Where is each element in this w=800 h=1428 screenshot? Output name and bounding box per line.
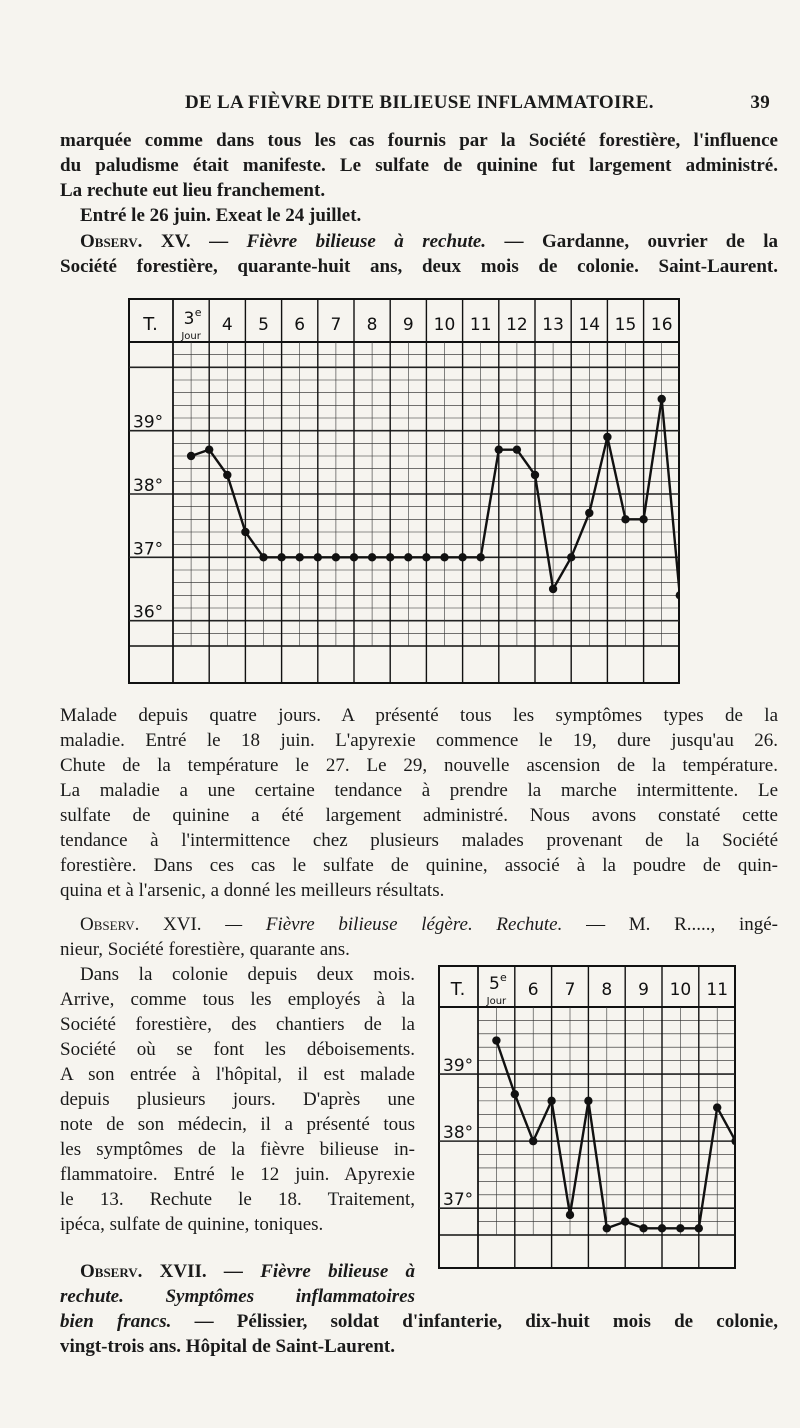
temperature-point [566, 1211, 574, 1219]
temperature-point [621, 1217, 629, 1225]
text-line: forestière. Dans ces cas le sulfate de quinine, associé à la poudre de quin- [60, 855, 778, 876]
observation-title: bien francs. [60, 1311, 172, 1332]
day-label: 5 [258, 315, 269, 335]
temperature-point [658, 1224, 666, 1232]
day-label: 16 [650, 315, 673, 335]
jour-label: Jour [181, 331, 201, 342]
temperature-point [585, 509, 593, 517]
text-line: ipéca, sulfate de quinine, toniques. [60, 1214, 324, 1235]
day-label: 9 [402, 315, 414, 335]
day-label: 11 [469, 315, 492, 335]
text-line: flammatoire. Entré le 12 juin. Apyrexie [60, 1164, 415, 1185]
day-label: 4 [221, 315, 233, 335]
temperature-point [205, 445, 213, 453]
observation-title-line [60, 1284, 415, 1309]
temperature-chart-2 [438, 965, 736, 1269]
page-number: 39 [750, 92, 770, 113]
observation-text: — M. R....., ingé- [586, 914, 779, 935]
temperature-point [621, 515, 629, 523]
day-label: 6 [294, 315, 306, 335]
temperature-point [350, 553, 358, 561]
temperature-label: 39° [133, 412, 164, 433]
temperature-point [731, 1137, 736, 1145]
text-line: vingt-trois ans. Hôpital de Saint-Laurent. [60, 1336, 396, 1357]
text-line: nieur, Société forestière, quarante ans. [60, 939, 350, 960]
running-title: DE LA FIÈVRE DITE BILIEUSE INFLAMMATOIRE. [185, 92, 654, 113]
temperature-label: 37° [443, 1190, 474, 1211]
temperature-point [639, 1224, 647, 1232]
temperature-point [458, 553, 466, 561]
observation-heading [60, 1259, 415, 1284]
text-line: marquée comme dans tous les cas fournis par la Société forestière, l'influence [60, 130, 778, 151]
temperature-point [639, 515, 647, 523]
day-label: 11 [706, 980, 729, 1000]
observation-heading-line [60, 1309, 778, 1334]
observation-label: Observ. XVII. [80, 1261, 207, 1282]
temperature-point [603, 433, 611, 441]
first-day-superscript: e [500, 971, 507, 984]
first-day-label: 3 [183, 309, 195, 329]
observation-title: Fièvre bilieuse à rechute. [246, 231, 487, 252]
dash: — [209, 231, 229, 252]
temperature-chart-1 [128, 298, 680, 684]
temperature-curve [496, 1041, 735, 1229]
text-line: les symptômes de la fièvre bilieuse in- [60, 1139, 415, 1160]
temperature-point [259, 553, 267, 561]
corner-label: T. [450, 979, 466, 1000]
day-label: 12 [506, 315, 528, 335]
temperature-label: 39° [443, 1056, 474, 1077]
day-label: 7 [330, 315, 342, 335]
observation-text: — Gardanne, ouvrier de la [504, 231, 778, 252]
text-line: du paludisme était manifeste. Le sulfate de quinine fut largement administré. [60, 155, 778, 176]
temperature-point [440, 553, 448, 561]
running-head [60, 88, 770, 118]
chart-frame [129, 299, 679, 683]
temperature-point [422, 553, 430, 561]
text-line: Entré le 26 juin. Exeat le 24 juillet. [80, 205, 362, 226]
temperature-point [713, 1103, 721, 1111]
temperature-label: 37° [133, 539, 164, 560]
text-line: tendance à l'intermittence chez plusieurs malades provenant de la Société [60, 830, 778, 851]
temperature-point [386, 553, 394, 561]
temperature-point [547, 1097, 555, 1105]
text-line: Dans la colonie depuis deux mois. [80, 964, 415, 985]
text-line: Société forestière, quarante-huit ans, deux mois de colonie. Saint-Laurent. [60, 256, 778, 277]
text-line: maladie. Entré le 18 juin. L'apyrexie commence le 19, dure jusqu'au 26. [60, 730, 778, 751]
temperature-point [187, 452, 195, 460]
text-line: le 13. Rechute le 18. Traitement, [60, 1189, 415, 1210]
temperature-point [603, 1224, 611, 1232]
temperature-point [241, 528, 249, 536]
temperature-point [549, 585, 557, 593]
temperature-point [511, 1090, 519, 1098]
observation-label: Observ. XV. [80, 231, 191, 252]
temperature-point [584, 1097, 592, 1105]
observation-heading [60, 912, 778, 937]
temperature-point [529, 1137, 537, 1145]
temperature-point [404, 553, 412, 561]
text-line: Arrive, comme tous les employés à la [60, 989, 415, 1010]
temperature-label: 38° [133, 476, 164, 496]
temperature-point [658, 395, 666, 403]
temperature-point [531, 471, 539, 479]
day-label: 6 [527, 980, 539, 1000]
observation-title: — Fièvre bilieuse légère. Rechute. [225, 914, 563, 935]
day-label: 10 [433, 315, 456, 335]
day-label: 9 [638, 980, 650, 1000]
temperature-label: 38° [443, 1123, 474, 1144]
observation-title: rechute. Symptômes inflammatoires [60, 1286, 415, 1307]
temperature-point [368, 553, 376, 561]
first-day-label: 5 [488, 974, 500, 994]
temperature-point [513, 445, 521, 453]
text-line: Chute de la température le 27. Le 29, nouvelle ascension de la température. [60, 755, 778, 776]
observation-title: — Fièvre bilieuse à [223, 1261, 416, 1282]
temperature-point [477, 553, 485, 561]
text-line: note de son médecin, il a présenté tous [60, 1114, 415, 1135]
temperature-point [314, 553, 322, 561]
temperature-point [277, 553, 285, 561]
temperature-point [332, 553, 340, 561]
text-line: Malade depuis quatre jours. A présenté tous les symptômes types de la [60, 705, 778, 726]
observation-heading [60, 229, 778, 254]
observation-label: Observ. XVI. [80, 914, 202, 935]
day-label: 14 [578, 315, 601, 335]
temperature-point [495, 445, 503, 453]
temperature-point [695, 1224, 703, 1232]
day-label: 10 [669, 980, 692, 1000]
corner-label: T. [143, 314, 158, 335]
temperature-point [676, 1224, 684, 1232]
jour-label: Jour [486, 996, 507, 1007]
text-line: depuis plusieurs jours. D'après une [60, 1089, 415, 1110]
text-line: quina et à l'arsenic, a donné les meilleurs résultats. [60, 880, 445, 901]
day-label: 8 [366, 315, 378, 335]
first-day-superscript: e [194, 306, 202, 319]
day-label: 13 [542, 315, 564, 335]
temperature-label: 36° [133, 602, 164, 623]
temperature-point [567, 553, 575, 561]
day-label: 7 [564, 980, 576, 1000]
temperature-point [223, 471, 231, 479]
temperature-point [296, 553, 304, 561]
text-line: Société où se font les déboisements. [60, 1039, 415, 1060]
day-label: 8 [601, 980, 613, 1000]
text-line: sulfate de quinine a été largement administré. Nous avons constaté cette [60, 805, 778, 826]
day-label: 15 [614, 315, 637, 335]
temperature-point [492, 1036, 500, 1044]
text-line: La maladie a une certaine tendance à prendre la marche intermittente. Le [60, 780, 778, 801]
text-line: La rechute eut lieu franchement. [60, 180, 326, 201]
temperature-point [676, 591, 680, 599]
text-line: Société forestière, des chantiers de la [60, 1014, 415, 1035]
text-line: A son entrée à l'hôpital, il est malade [60, 1064, 415, 1085]
observation-text: — Pélissier, soldat d'infanterie, dix-huit mois de colonie, [194, 1311, 779, 1332]
